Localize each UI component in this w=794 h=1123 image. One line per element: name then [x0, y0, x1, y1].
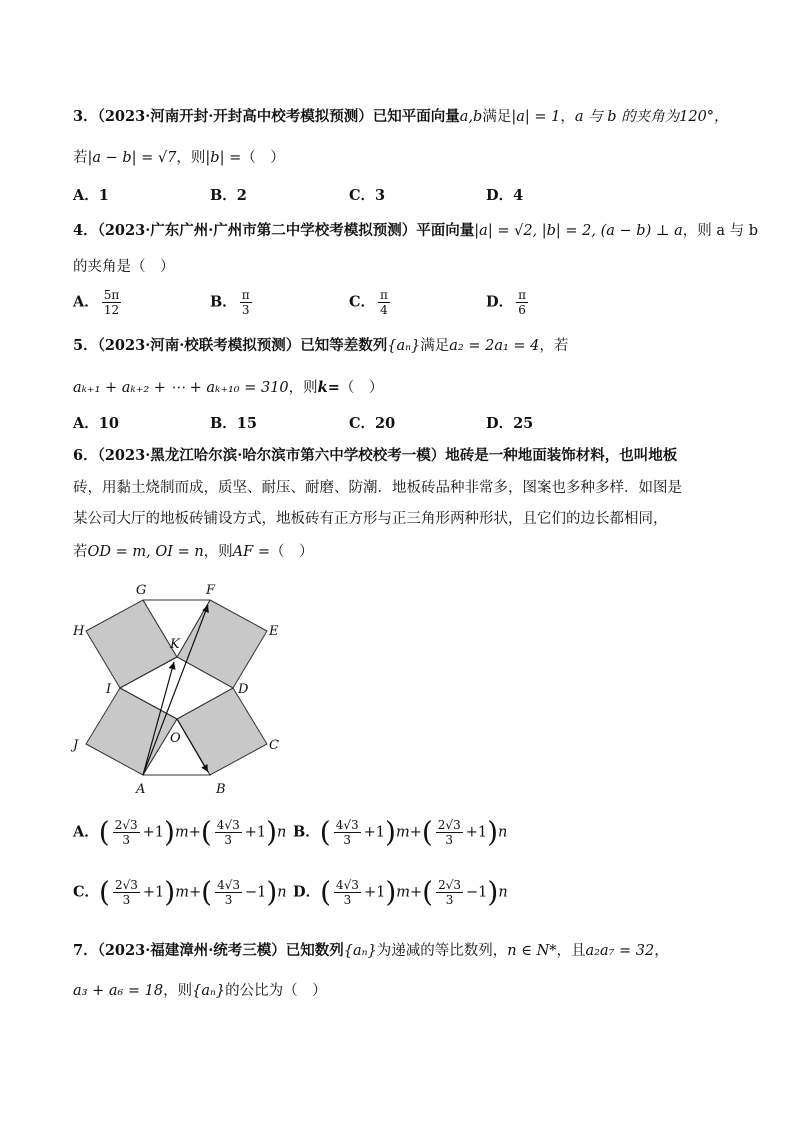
q6-option-b-v1: m	[395, 824, 410, 841]
q3-mid: 满足	[482, 109, 512, 125]
q6-option-a-plus: +	[188, 824, 201, 841]
q6-option-d-s1: +1	[363, 884, 386, 901]
q6-option-d-den2: 3	[445, 893, 454, 907]
q6-line4-target: AF =	[232, 544, 270, 560]
q4-option-c	[349, 288, 393, 317]
q6-option-c-c2: 4√3	[217, 878, 240, 892]
q6-option-d-c2: 2√3	[438, 878, 462, 892]
q3-option-c: C．3	[349, 187, 386, 204]
label-c: C	[269, 738, 279, 753]
q4-line2: 的夹角是（ ）	[73, 259, 175, 275]
q6-option-c-den1: 3	[122, 893, 131, 907]
q4-option-b-den: 3	[241, 303, 250, 317]
label-k: K	[170, 637, 180, 652]
q5-option-d: D．25	[486, 415, 534, 432]
q6-option-d-letter: D．	[293, 883, 321, 901]
q6-option-c-letter: C．	[73, 883, 100, 901]
q3-option-d: D．4	[486, 187, 524, 204]
q6-option-b-s1: +1	[363, 824, 385, 841]
q6-option-d-plus: +	[410, 884, 423, 901]
q6-option-b: B．( $\frac{4√3}{3}$ +1)m+( $\frac{2√3}{3}$ +1)n	[293, 815, 508, 849]
q6-option-d-v2: n	[498, 884, 508, 901]
q6-option-d-c1: 4√3	[336, 878, 359, 892]
q6-option-b-c2: 2√3	[437, 818, 461, 832]
q6-option-d-s2: −1	[466, 884, 488, 901]
q3-cond2: a 与 b 的夹角为120°，	[574, 109, 729, 125]
q6-option-b-s2: +1	[465, 824, 488, 841]
label-d: D	[238, 682, 249, 697]
q5-paren: （ ）	[339, 380, 384, 396]
q6-line1	[73, 445, 754, 467]
q4-option-a-letter: A．	[73, 293, 99, 311]
q5-line2	[73, 377, 754, 399]
q3-sep: ，	[560, 109, 575, 125]
q7-seq2: {aₙ}	[192, 983, 226, 999]
q3-vars: a,b	[459, 109, 483, 125]
q3-line1	[73, 106, 754, 128]
q3-ask: ，则	[176, 150, 206, 166]
q6-paren: （ ）	[269, 544, 314, 560]
q6-option-a-v1: m	[174, 824, 189, 841]
q6-option-c-v2: n	[277, 884, 287, 901]
q6-option-a-den1: 3	[122, 833, 130, 847]
q6-option-c: C．( $\frac{2√3}{3}$ +1)m+( $\frac{4√3}{3}$ −1)n	[73, 875, 287, 909]
label-o: O	[170, 731, 181, 746]
q3-head: 3．（2023·河南开封·开封高中校考模拟预测）已知平面向量	[73, 108, 460, 125]
q6-options	[73, 815, 713, 928]
label-j: J	[73, 738, 79, 753]
q4-cond: |a| = √2, |b| = 2, (a − b) ⊥ a	[474, 223, 683, 239]
q3-option-a: A．1	[73, 187, 109, 204]
q6-option-a-s1: +1	[142, 824, 164, 841]
q6-line2-text: 砖，用黏土烧制而成，质坚、耐压、耐磨、防潮．地板砖品种非常多，图案也多种多样．如图是	[73, 480, 682, 496]
q7-ask2: 的公比为（ ）	[225, 983, 327, 999]
q7-cond2: a₂a₇ = 32	[585, 943, 655, 959]
q5-line1	[73, 335, 754, 357]
q4-option-d-num: π	[518, 288, 526, 302]
q5-option-c: C．20	[349, 415, 396, 432]
q7-seq: {aₙ}	[343, 943, 377, 959]
q4-option-a-den: 12	[103, 303, 120, 317]
q7-mid: 为递减的等比数列，	[376, 943, 508, 959]
q5-seq: {aₙ}	[387, 338, 421, 354]
label-g: G	[136, 583, 147, 598]
q3-cond3: |a − b| = √7	[87, 150, 177, 166]
q6-option-b-den2: 3	[445, 833, 454, 847]
q6-option-a-den2: 3	[224, 833, 233, 847]
q6-option-a-s2: +1	[244, 824, 267, 841]
tile-figure	[70, 578, 290, 803]
label-b: B	[216, 782, 226, 797]
q4-head: 4．（2023·广东广州·广州市第二中学校考模拟预测）平面向量	[73, 222, 475, 239]
q3-line2	[73, 147, 754, 169]
q6-line3	[73, 508, 754, 530]
q6-option-b-den1: 3	[343, 833, 351, 847]
q6-option-c-v1: m	[175, 884, 189, 901]
q5-ask: ，则	[288, 380, 318, 396]
q3-line2-start: 若	[73, 150, 88, 166]
q6-option-a-c2: 4√3	[216, 818, 240, 832]
q6-option-c-s1: +1	[142, 884, 165, 901]
label-i: I	[106, 682, 112, 697]
q6-option-d: D．( $\frac{4√3}{3}$ +1)m+( $\frac{2√3}{3}$ −1)n	[293, 875, 508, 909]
q3-paren: （ ）	[241, 150, 285, 166]
q6-option-c-c1: 2√3	[114, 878, 138, 892]
q5-tail: ，若	[539, 338, 569, 354]
q6-line4-ask: ，则	[203, 544, 233, 560]
q7-cond1: n ∈ N*	[507, 943, 557, 959]
q7-mid2: ，且	[556, 943, 586, 959]
q4-option-c-den: 4	[380, 303, 388, 317]
q5-cond: a₂ = 2a₁ = 4	[449, 338, 540, 354]
q4-line1	[73, 220, 758, 242]
q4-option-c-letter: C．	[349, 293, 376, 311]
q7-line2	[73, 980, 754, 1002]
q4-option-d	[486, 288, 531, 317]
label-e: E	[269, 624, 279, 639]
q4-option-b	[210, 288, 255, 317]
q4-option-b-num: π	[241, 288, 250, 302]
q6-option-c-plus: +	[188, 884, 202, 901]
q4-option-a	[73, 288, 124, 317]
q4-ask: ，则 a 与 b	[682, 223, 758, 239]
q6-option-b-v2: n	[498, 824, 508, 841]
q5-sum: aₖ₊₁ + aₖ₊₂ + ⋯ + aₖ₊₁₀ = 310	[73, 380, 289, 396]
q6-option-a: A．( $\frac{2√3}{3}$ +1)m+( $\frac{4√3}{3}$ +1)n	[73, 815, 287, 849]
q6-line3-text: 某公司大厅的地板砖铺设方式，地板砖有正方形与正三角形两种形状，且它们的边长都相同，	[73, 511, 668, 527]
q6-line2	[73, 477, 754, 499]
q4-line2	[73, 256, 754, 278]
q4-option-c-num: π	[380, 288, 388, 302]
q7-cond3: a₃ + a₆ = 18	[73, 983, 164, 999]
q5-head: 5．（2023·河南·校联考模拟预测）已知等差数列	[73, 337, 388, 354]
q6-line4-start: 若	[73, 544, 88, 560]
q7-head: 7．（2023·福建漳州·统考三模）已知数列	[73, 942, 344, 959]
q5-option-b: B．15	[210, 415, 257, 432]
q6-option-c-s2: −1	[244, 884, 267, 901]
q6-option-b-c1: 4√3	[335, 818, 359, 832]
q6-option-a-v2: n	[277, 824, 287, 841]
q6-line4	[73, 541, 754, 563]
q4-option-d-letter: D．	[486, 293, 514, 311]
q7-ask: ，则	[163, 983, 193, 999]
q6-option-b-plus: +	[409, 824, 422, 841]
q4-option-a-num: 5π	[103, 288, 120, 302]
q6-option-b-letter: B．	[293, 823, 320, 841]
q7-tail: ，	[654, 943, 669, 959]
q6-option-a-c1: 2√3	[114, 818, 138, 832]
label-a: A	[136, 782, 146, 797]
q6-line4-cond: OD = m, OI = n	[87, 544, 204, 560]
q6-option-a-letter: A．	[73, 823, 99, 841]
q3-target: |b| =	[205, 150, 242, 166]
q6-option-d-v1: m	[396, 884, 410, 901]
label-h: H	[73, 624, 85, 639]
q4-option-d-den: 6	[518, 303, 526, 317]
q3-option-b: B．2	[210, 187, 247, 204]
q4-option-b-letter: B．	[210, 293, 237, 311]
q5-mid: 满足	[420, 338, 450, 354]
label-f: F	[206, 583, 216, 598]
q7-line1	[73, 940, 754, 962]
q5-option-a: A．10	[73, 415, 119, 432]
q3-cond1: |a| = 1	[511, 109, 561, 125]
q6-option-c-den2: 3	[224, 893, 233, 907]
q5-k: k=	[317, 379, 340, 396]
q6-head: 6．（2023·黑龙江哈尔滨·哈尔滨市第六中学校校考一模）地砖是一种地面装饰材料，也叫地板	[73, 447, 678, 464]
q6-option-d-den1: 3	[343, 893, 352, 907]
